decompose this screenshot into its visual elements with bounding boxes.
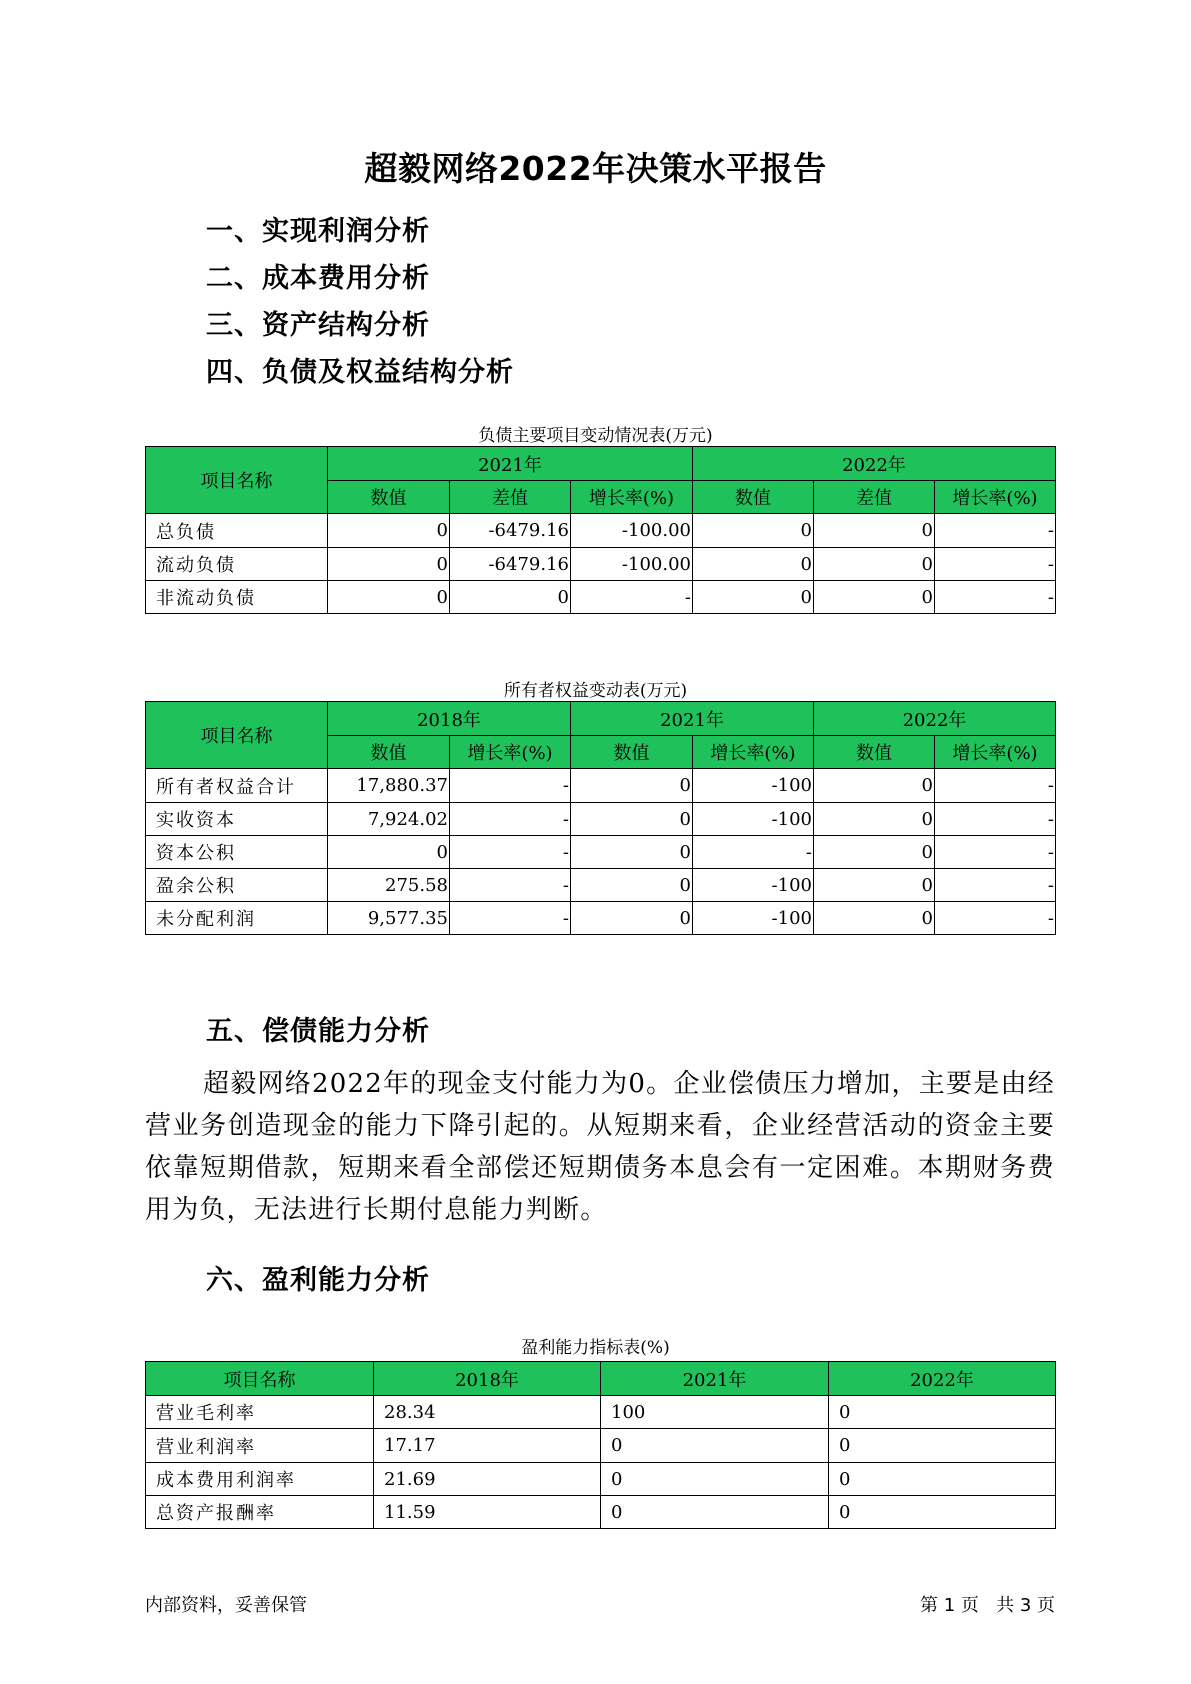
- cell: 0: [814, 769, 935, 803]
- cell: -: [450, 902, 571, 935]
- cell: -: [935, 902, 1056, 935]
- cell: 0: [814, 869, 935, 902]
- cell: 0: [814, 581, 935, 614]
- table-row: [146, 1463, 1056, 1496]
- header-sub: 增长率(%): [571, 481, 693, 514]
- debt-table: [145, 446, 1056, 614]
- header-year: 2022年: [814, 702, 1056, 736]
- table-row: [146, 548, 1056, 581]
- equity-table-caption: 所有者权益变动表(万元): [503, 681, 688, 701]
- footer-page-number: 第 1 页 共 3 页: [920, 1595, 1055, 1616]
- section-heading-solvency: 五、偿债能力分析: [206, 1016, 430, 1047]
- cell: 0: [814, 514, 935, 548]
- cell: 0: [328, 836, 450, 869]
- table-row: [146, 1429, 1056, 1463]
- table-row: [146, 803, 1056, 836]
- cell: -6479.16: [450, 548, 571, 581]
- cell: 0: [571, 836, 693, 869]
- table-row: [146, 836, 1056, 869]
- table-row: [146, 581, 1056, 614]
- row-label: 非流动负债: [146, 581, 328, 614]
- debt-table-caption: 负债主要项目变动情况表(万元): [478, 426, 713, 446]
- header-sub: 差值: [814, 481, 935, 514]
- header-sub: 数值: [328, 481, 450, 514]
- cell: -: [935, 548, 1056, 581]
- row-label: 总资产报酬率: [146, 1496, 374, 1529]
- cell: -: [935, 514, 1056, 548]
- table-row: [146, 1396, 1056, 1429]
- cell: 21.69: [374, 1463, 601, 1496]
- cell: 275.58: [328, 869, 450, 902]
- section-heading-profitability: 六、盈利能力分析: [206, 1265, 430, 1296]
- table-row: [146, 902, 1056, 935]
- solvency-paragraph: 超毅网络2022年的现金支付能力为0。企业偿债压力增加，主要是由经营业务创造现金的能力下降引起的。从短期来看，企业经营活动的资金主要依靠短期借款，短期来看全部偿还短期债务本息会有一定困难。本期财务费用为负，无法进行长期付息能力判断。: [145, 1069, 1055, 1225]
- cell: -: [935, 836, 1056, 869]
- cell: -: [935, 769, 1056, 803]
- cell: -: [450, 769, 571, 803]
- header-sub: 数值: [571, 736, 693, 769]
- row-label: 盈余公积: [146, 869, 328, 902]
- cell: 0: [601, 1496, 829, 1529]
- header-year: 2021年: [601, 1362, 829, 1396]
- header-year: 2021年: [571, 702, 814, 736]
- cell: -100: [693, 902, 814, 935]
- cell: 0: [829, 1496, 1056, 1529]
- row-label: 所有者权益合计: [146, 769, 328, 803]
- cell: -: [450, 836, 571, 869]
- header-year: 2022年: [829, 1362, 1056, 1396]
- cell: -100: [693, 803, 814, 836]
- header-sub: 数值: [328, 736, 450, 769]
- header-year: 2018年: [328, 702, 571, 736]
- cell: 9,577.35: [328, 902, 450, 935]
- cell: 0: [571, 902, 693, 935]
- table-row: [146, 1496, 1056, 1529]
- footer-confidential-note: 内部资料，妥善保管: [145, 1595, 307, 1616]
- row-label: 营业利润率: [146, 1429, 374, 1463]
- cell: -: [693, 836, 814, 869]
- row-label: 未分配利润: [146, 902, 328, 935]
- cell: -: [935, 581, 1056, 614]
- cell: 0: [328, 548, 450, 581]
- page-title: 超毅网络2022年决策水平报告: [364, 149, 827, 188]
- cell: 17,880.37: [328, 769, 450, 803]
- cell: 0: [814, 803, 935, 836]
- cell: 7,924.02: [328, 803, 450, 836]
- header-year: 2021年: [328, 447, 693, 481]
- section-heading-cost: 二、成本费用分析: [206, 263, 430, 294]
- cell: -100.00: [571, 514, 693, 548]
- cell: 0: [328, 581, 450, 614]
- cell: 0: [693, 581, 814, 614]
- row-label: 流动负债: [146, 548, 328, 581]
- cell: 28.34: [374, 1396, 601, 1429]
- cell: 0: [829, 1396, 1056, 1429]
- row-label: 营业毛利率: [146, 1396, 374, 1429]
- cell: -: [935, 803, 1056, 836]
- section-heading-debt-equity: 四、负债及权益结构分析: [206, 357, 514, 388]
- row-label: 总负债: [146, 514, 328, 548]
- header-sub: 增长率(%): [693, 736, 814, 769]
- header-sub: 增长率(%): [935, 736, 1056, 769]
- cell: -: [571, 581, 693, 614]
- cell: 0: [814, 902, 935, 935]
- cell: 100: [601, 1396, 829, 1429]
- profit-table-caption: 盈利能力指标表(%): [521, 1338, 670, 1358]
- section-heading-asset-structure: 三、资产结构分析: [206, 310, 430, 341]
- header-sub: 数值: [693, 481, 814, 514]
- cell: 11.59: [374, 1496, 601, 1529]
- cell: -: [935, 869, 1056, 902]
- cell: -: [450, 803, 571, 836]
- header-item-name: 项目名称: [146, 1362, 374, 1396]
- cell: -: [450, 869, 571, 902]
- cell: -6479.16: [450, 514, 571, 548]
- cell: 0: [328, 514, 450, 548]
- cell: 0: [814, 836, 935, 869]
- header-sub: 数值: [814, 736, 935, 769]
- cell: 0: [829, 1463, 1056, 1496]
- cell: 0: [571, 769, 693, 803]
- cell: 0: [601, 1429, 829, 1463]
- cell: 0: [601, 1463, 829, 1496]
- section-heading-profit: 一、实现利润分析: [206, 216, 430, 247]
- equity-table: [145, 701, 1056, 935]
- cell: -100.00: [571, 548, 693, 581]
- cell: 0: [693, 548, 814, 581]
- cell: 0: [693, 514, 814, 548]
- cell: -100: [693, 769, 814, 803]
- cell: 0: [571, 869, 693, 902]
- cell: 0: [450, 581, 571, 614]
- header-item-name: 项目名称: [146, 702, 328, 769]
- header-item-name: 项目名称: [146, 447, 328, 514]
- row-label: 实收资本: [146, 803, 328, 836]
- header-year: 2022年: [693, 447, 1056, 481]
- profit-table: [145, 1361, 1056, 1529]
- cell: 0: [829, 1429, 1056, 1463]
- header-sub: 差值: [450, 481, 571, 514]
- cell: 0: [814, 548, 935, 581]
- header-sub: 增长率(%): [935, 481, 1056, 514]
- row-label: 资本公积: [146, 836, 328, 869]
- header-sub: 增长率(%): [450, 736, 571, 769]
- table-row: [146, 514, 1056, 548]
- table-row: [146, 869, 1056, 902]
- table-row: [146, 769, 1056, 803]
- header-year: 2018年: [374, 1362, 601, 1396]
- cell: -100: [693, 869, 814, 902]
- cell: 17.17: [374, 1429, 601, 1463]
- row-label: 成本费用利润率: [146, 1463, 374, 1496]
- cell: 0: [571, 803, 693, 836]
